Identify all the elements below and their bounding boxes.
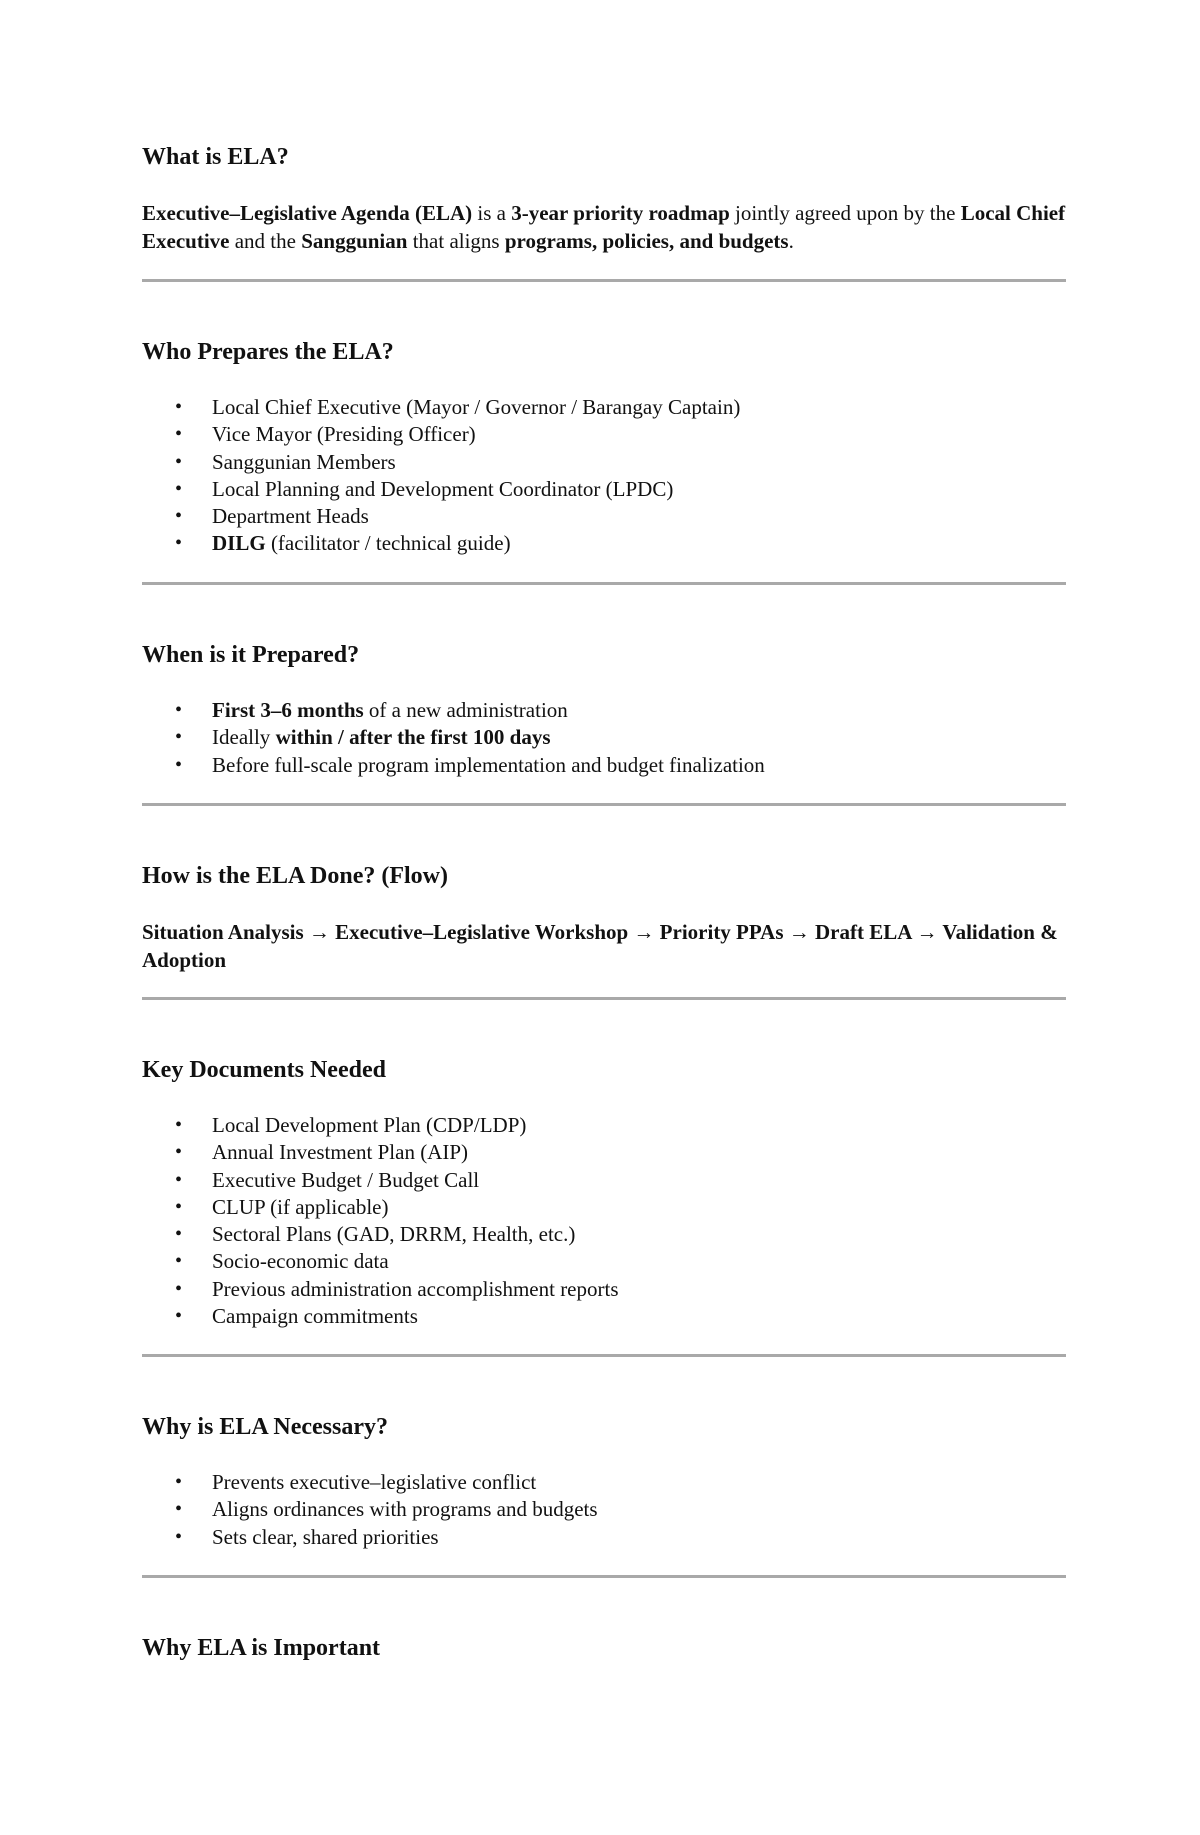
section-who-prepares [142, 338, 1066, 558]
list-item: • Sanggunian Members [212, 449, 1066, 476]
section-what-is-ela [142, 143, 1066, 255]
list-item: • Sets clear, shared priorities [212, 1524, 1066, 1551]
text-fragment: Ideally [212, 725, 276, 750]
flow-steps: Situation Analysis → Executive–Legislative Workshop → Priority PPAs → Draft ELA → Validation & Adoption [142, 920, 1058, 972]
list-item: • CLUP (if applicable) [212, 1194, 1066, 1221]
text-fragment: is a [472, 201, 512, 225]
list-item [212, 724, 1066, 751]
list-item: • Aligns ordinances with programs and budgets [212, 1496, 1066, 1523]
list-item: • Local Development Plan (CDP/LDP) [212, 1112, 1066, 1139]
list-item: • Sectoral Plans (GAD, DRRM, Health, etc.) [212, 1221, 1066, 1248]
list-item: • Executive Budget / Budget Call [212, 1167, 1066, 1194]
section-how-done [142, 862, 1066, 974]
list-item: • Prevents executive–legislative conflict [212, 1469, 1066, 1496]
heading-key-documents: Key Documents Needed [142, 1057, 386, 1083]
text-fragment: that aligns [407, 229, 505, 253]
heading-what-is-ela: What is ELA? [142, 144, 289, 170]
section-why-important [142, 1634, 1066, 1662]
heading-how-done: How is the ELA Done? (Flow) [142, 863, 448, 889]
text-fragment: jointly agreed upon by the [729, 201, 961, 225]
heading-why-important: Why ELA is Important [142, 1635, 381, 1661]
text-fragment: of a new administration [363, 698, 568, 722]
section-why-necessary [142, 1413, 1066, 1551]
text-fragment: and the [229, 229, 302, 253]
list-item: • Local Chief Executive (Mayor / Governor / Barangay Captain) [212, 394, 1066, 421]
term-roadmap: 3-year priority roadmap [511, 201, 730, 225]
section-key-documents [142, 1056, 1066, 1330]
term-sanggunian: Sanggunian [301, 229, 408, 253]
text-fragment: . [788, 229, 794, 253]
when-list [142, 697, 1066, 779]
why-list [142, 1469, 1066, 1551]
who-list [142, 394, 1066, 558]
list-item: • Before full-scale program implementation and budget finalization [212, 752, 1066, 779]
list-item: • Campaign commitments [212, 1303, 1066, 1330]
text-fragment: (facilitator / technical guide) [265, 531, 511, 556]
divider-rule [142, 1575, 1066, 1578]
definition-paragraph [142, 199, 1066, 255]
divider-rule [142, 279, 1066, 282]
divider-rule [142, 1354, 1066, 1357]
section-when-prepared [142, 641, 1066, 779]
term-ela: Executive–Legislative Agenda (ELA) [142, 201, 473, 225]
heading-when-prepared: When is it Prepared? [142, 642, 360, 668]
list-item: • Local Planning and Development Coordinator (LPDC) [212, 476, 1066, 503]
list-item: • Vice Mayor (Presiding Officer) [212, 421, 1066, 448]
list-item: • Socio-economic data [212, 1248, 1066, 1275]
list-item: • Previous administration accomplishment reports [212, 1276, 1066, 1303]
list-item [212, 697, 1066, 724]
term-first-months: First 3–6 months [212, 698, 364, 722]
term-dilg: DILG [212, 531, 266, 556]
heading-why-necessary: Why is ELA Necessary? [142, 1414, 388, 1440]
list-item [212, 530, 1066, 557]
term-100-days: within / after the first 100 days [275, 725, 551, 750]
divider-rule [142, 582, 1066, 585]
divider-rule [142, 803, 1066, 806]
term-programs: programs, policies, and budgets [504, 229, 789, 253]
divider-rule [142, 997, 1066, 1000]
term-lce: Local Chief Executive [142, 201, 1066, 253]
flow-paragraph [142, 918, 1066, 974]
heading-who-prepares: Who Prepares the ELA? [142, 339, 394, 365]
list-item: • Department Heads [212, 503, 1066, 530]
list-item: • Annual Investment Plan (AIP) [212, 1139, 1066, 1166]
documents-list [142, 1112, 1066, 1330]
